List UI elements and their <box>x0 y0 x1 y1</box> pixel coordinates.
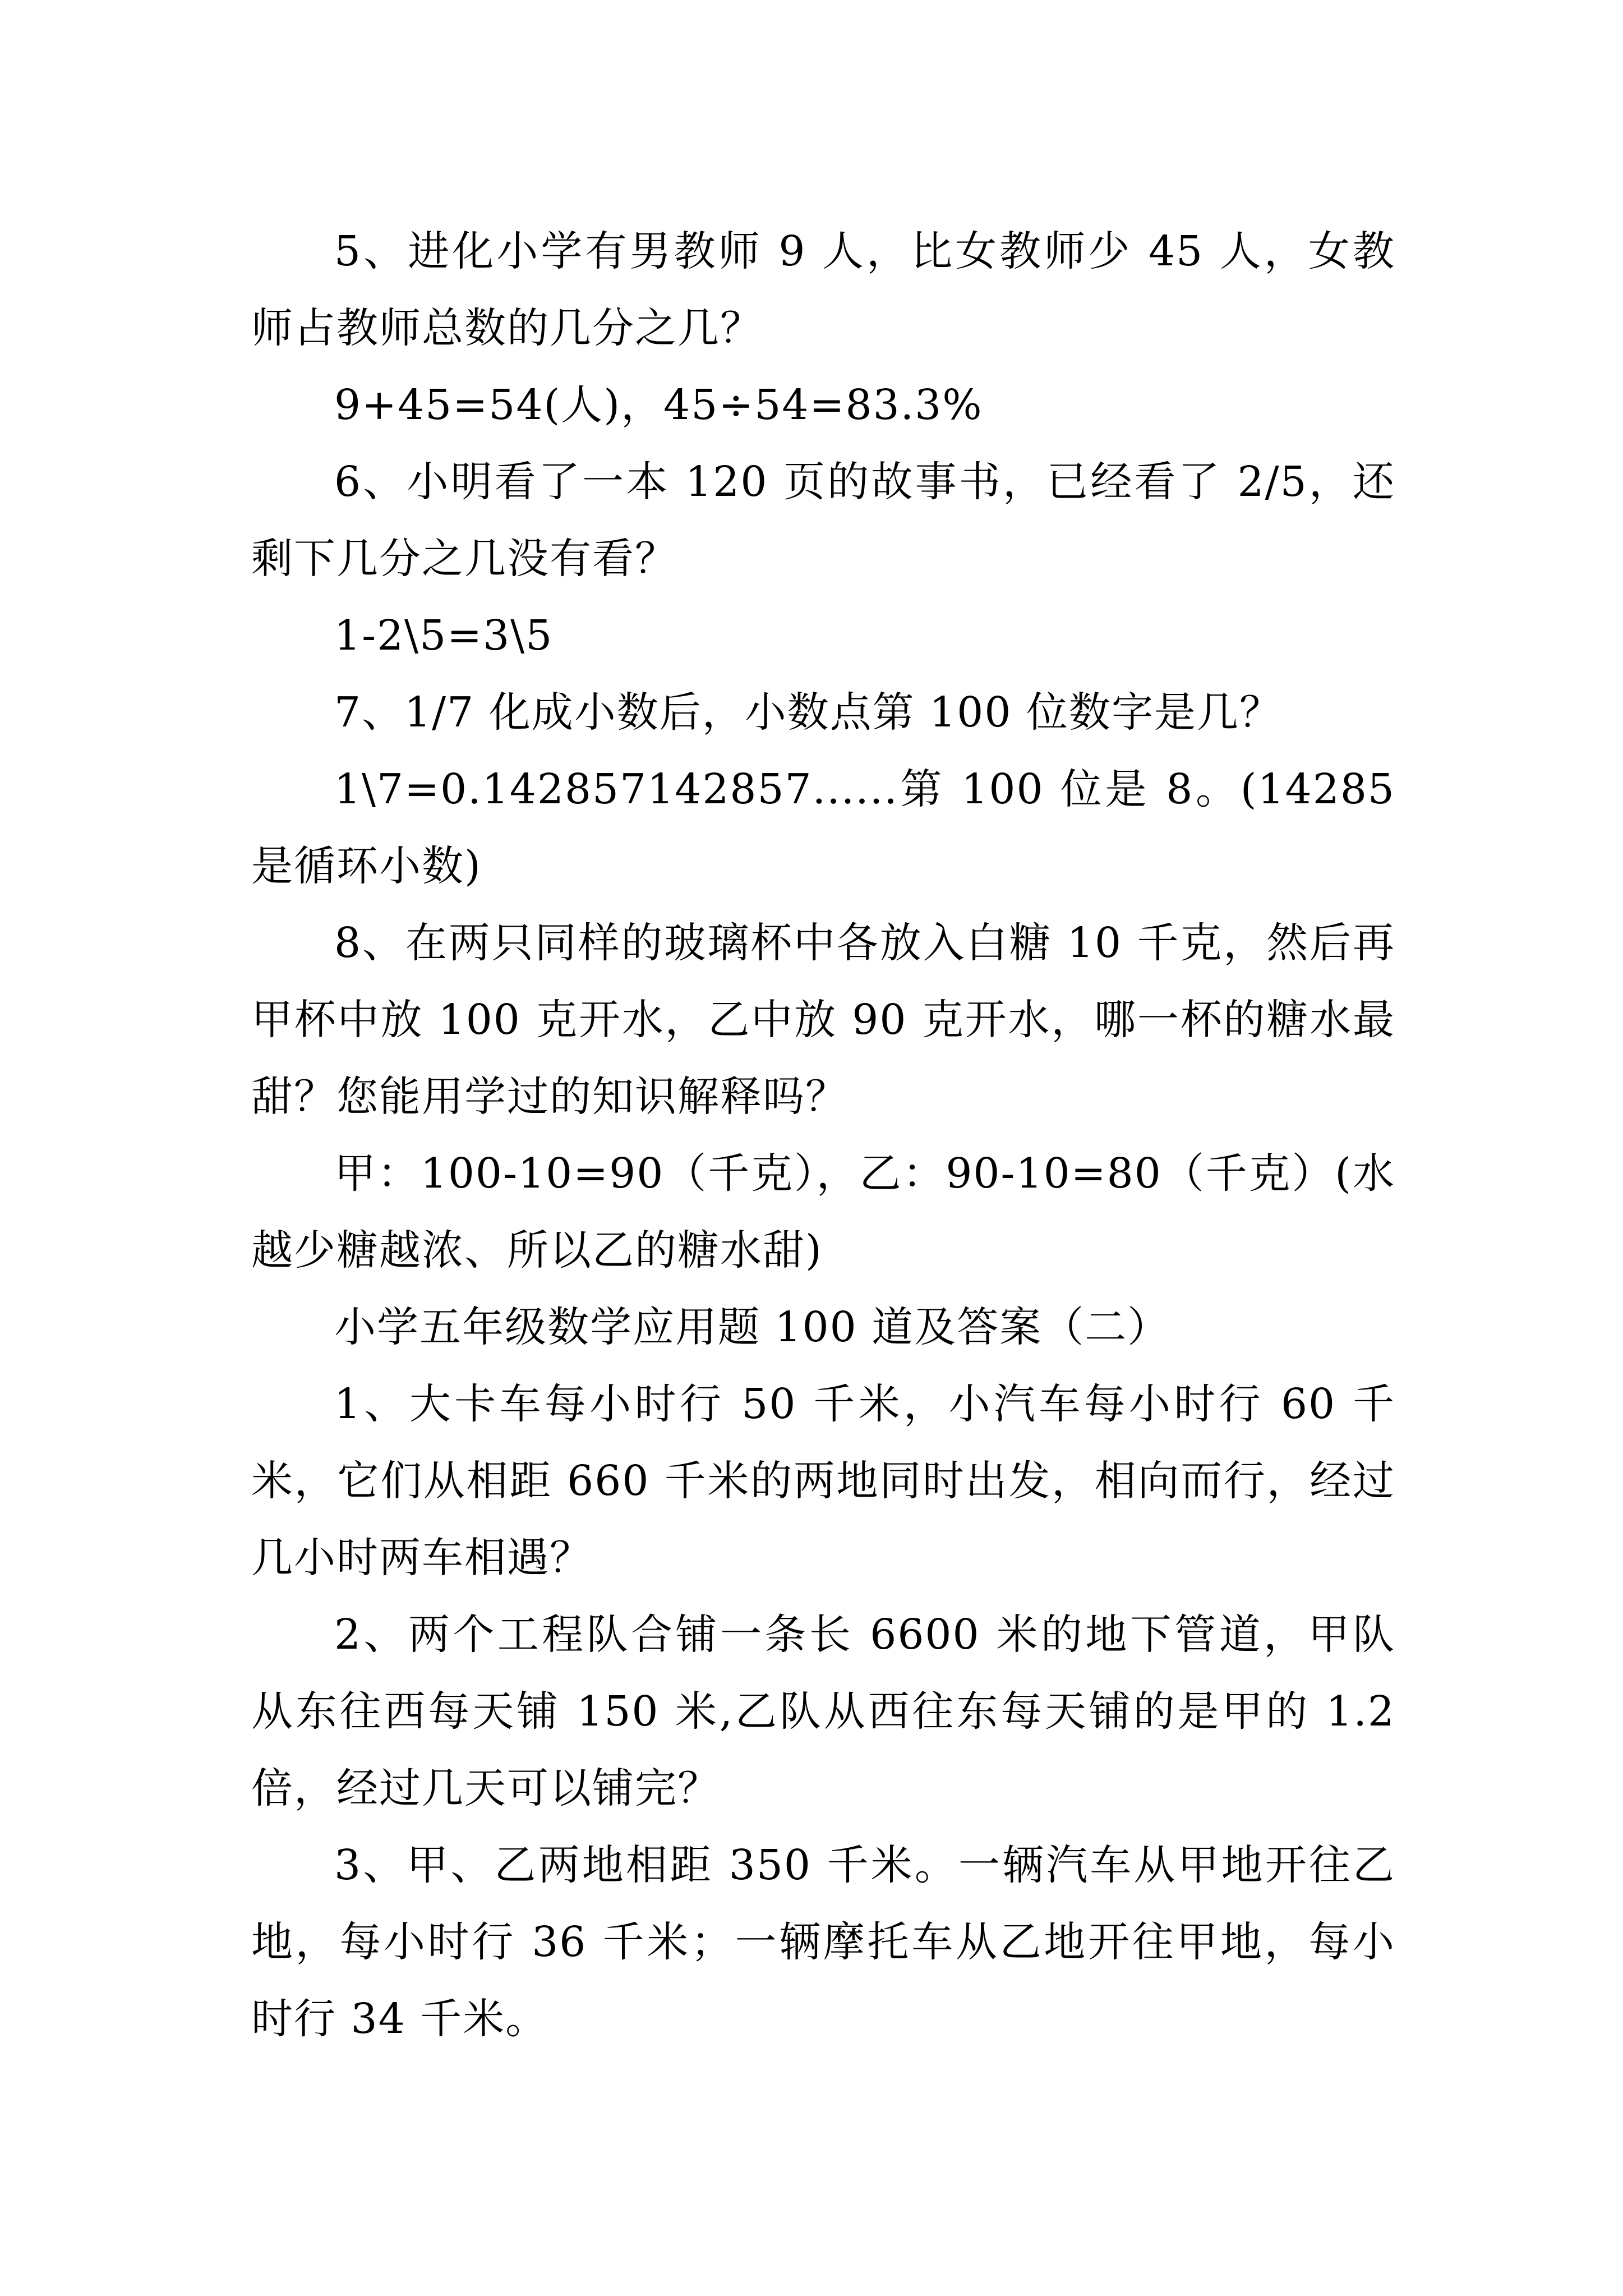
section-heading: 小学五年级数学应用题 100 道及答案（二） <box>334 1303 1170 1351</box>
answer-7: 1\7=0.142857142857......第 100 位是 8。(14285 是循环小数) <box>251 765 1395 890</box>
answer-6: 1-2\5=3\5 <box>334 611 554 660</box>
answer-5: 9+45=54(人)，45÷54=83.3% <box>334 381 983 429</box>
question-5: 5、进化小学有男教师 9 人，比女教师少 45 人，女教师占教师总数的几分之几？ <box>251 227 1395 352</box>
question-8: 8、在两只同样的玻璃杯中各放入白糖 10 千克，然后再甲杯中放 100 克开水，乙中放 90 克开水，哪一杯的糖水最甜？您能用学过的知识解释吗？ <box>251 919 1395 1121</box>
answer-8: 甲：100-10=90（千克），乙：90-10=80（千克）(水越少糖越浓、所以乙的糖水甜) <box>251 1149 1395 1274</box>
document-body <box>251 213 1395 2058</box>
question-6: 6、小明看了一本 120 页的故事书，已经看了 2/5，还剩下几分之几没有看？ <box>251 458 1395 583</box>
section2-question-3: 3、甲、乙两地相距 350 千米。一辆汽车从甲地开往乙地，每小时行 36 千米；一辆摩托车从乙地开往甲地，每小时行 34 千米。 <box>251 1841 1395 2043</box>
section2-question-1: 1、大卡车每小时行 50 千米，小汽车每小时行 60 千米，它们从相距 660 千米的两地同时出发，相向而行，经过几小时两车相遇？ <box>251 1380 1395 1582</box>
question-7: 7、1/7 化成小数后，小数点第 100 位数字是几？ <box>334 688 1282 737</box>
section2-question-2: 2、两个工程队合铺一条长 6600 米的地下管道，甲队从东往西每天铺 150 米,乙队从西往东每天铺的是甲的 1.2 倍，经过几天可以铺完？ <box>251 1611 1395 1812</box>
